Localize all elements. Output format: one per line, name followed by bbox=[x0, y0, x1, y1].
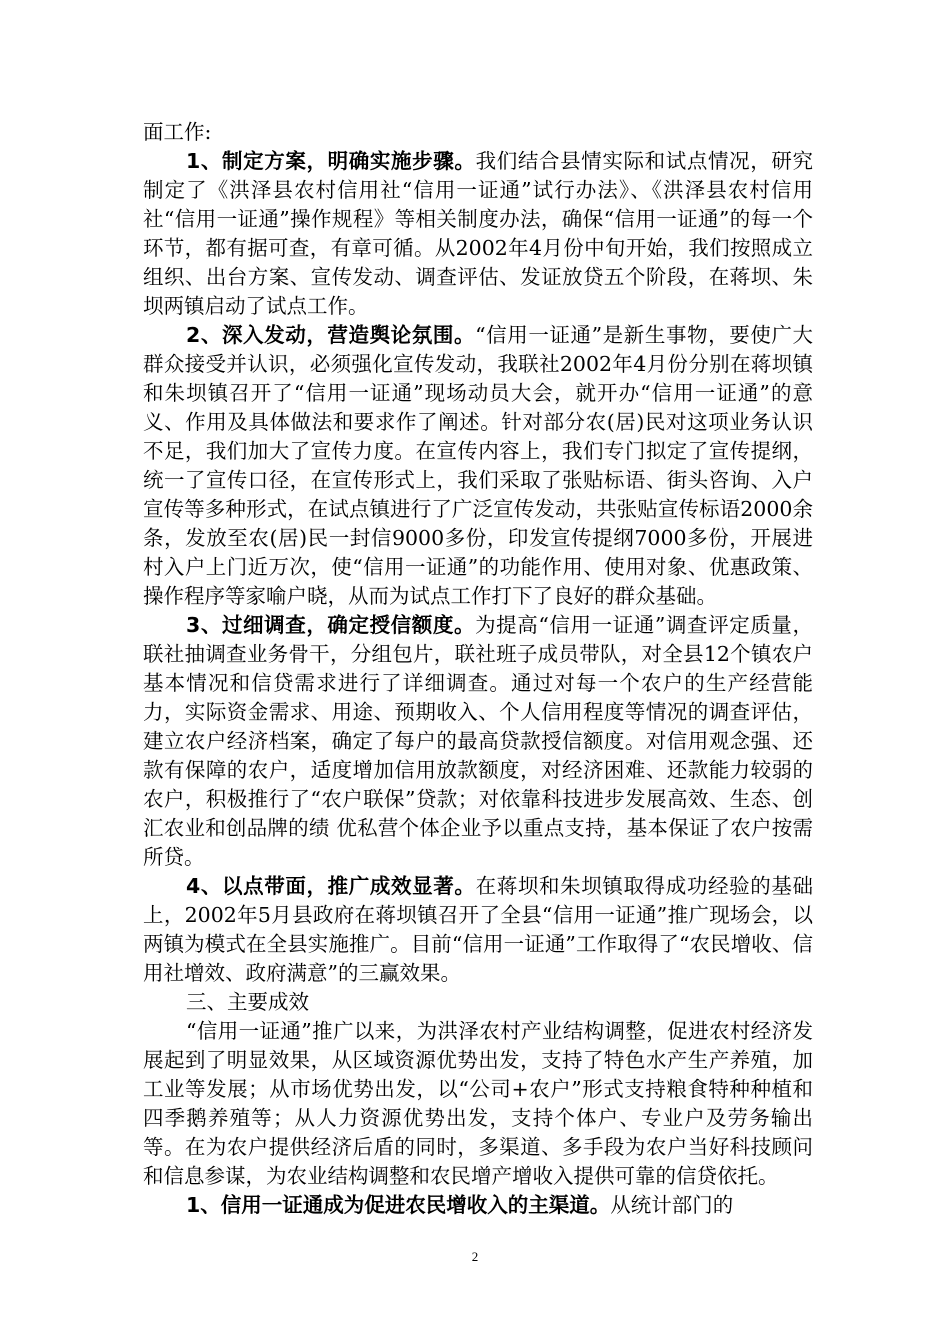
paragraph-results-summary bbox=[143, 1017, 813, 1191]
paragraph-text: 我们结合县情实际和试点情况，研究制定了《洪泽县农村信用社“信用一证通”试行办法》、《洪泽县农村信用社“信用一证通”操作规程》等相关制度办法，确保“信用一证通”的每一个环节，都有据可查，有章可循。从2002年4月份中旬开始，我们按照成立组织、出台方案、宣传发动、调查评估、发证放贷五个阶段，在蒋坝、朱坝两镇启动了试点工作。 bbox=[143, 149, 814, 318]
paragraph-continuation bbox=[143, 118, 813, 147]
paragraph-step-1 bbox=[143, 147, 813, 321]
page-number: 2 bbox=[471, 1249, 479, 1264]
paragraph-lead-heading: 2、深入发动，营造舆论氛围。 bbox=[186, 323, 476, 347]
paragraph-text: 为提高“信用一证通”调查评定质量，联社抽调查业务骨干，分组包片，联社班子成员带队，对全县12个镇农户基本情况和信贷需求进行了详细调查。通过对每一个农户的生产经营能力，实际资金需求、用途、预期收入、个人信用程度等情况的调查评估，建立农户经济档案，确定了每户的最高贷款授信额度。对信用观念强、还款有保障的农户，适度增加信用放款额度，对经济困难、还款能力较弱的农户，积极推行了“农户联保”贷款；对依靠科技进步发展高效、生态、创汇农业和创品牌的绩 优私营个体企业予以重点支持，基本保证了农户按需所贷。 bbox=[143, 613, 813, 869]
paragraph-lead-heading: 3、过细调查，确定授信额度。 bbox=[186, 613, 476, 637]
paragraph-text: 在蒋坝和朱坝镇取得成功经验的基础上，2002年5月县政府在蒋坝镇召开了全县“信用一证通”推广现场会，以两镇为模式在全县实施推广。目前“信用一证通”工作取得了“农民增收、信用社增效、政府满意”的三赢效果。 bbox=[143, 874, 814, 985]
section-heading-text: 三、主要成效 bbox=[186, 990, 309, 1014]
paragraph-lead-heading: 1、信用一证通成为促进农民增收入的主渠道。 bbox=[186, 1193, 611, 1217]
paragraph-step-3 bbox=[143, 611, 813, 872]
paragraph-text: 面工作: bbox=[143, 120, 212, 144]
paragraph-text: 从统计部门的 bbox=[610, 1193, 734, 1217]
paragraph-text: “信用一证通”推广以来，为洪泽农村产业结构调整，促进农村经济发展起到了明显效果，从区域资源优势出发，支持了特色水产生产养殖，加工业等发展；从市场优势出发，以“公司+农户”形式支持粮食特种种植和四季鹅养殖等；从人力资源优势出发，支持个体户、专业户及劳务输出等。在为农户提供经济后盾的同时，多渠道、多手段为农户当好科技顾问和信息参谋，为农业结构调整和农民增产增收入提供可靠的信贷依托。 bbox=[143, 1019, 813, 1188]
document-body bbox=[143, 118, 813, 1220]
paragraph-step-2 bbox=[143, 321, 813, 611]
paragraph-result-1 bbox=[143, 1191, 813, 1220]
paragraph-lead-heading: 1、制定方案，明确实施步骤。 bbox=[186, 149, 476, 173]
paragraph-text: “信用一证通”是新生事物，要使广大群众接受并认识，必须强化宣传发动，我联社2002年4月份分别在蒋坝镇和朱坝镇召开了“信用一证通”现场动员大会，就开办“信用一证通”的意义、作用及具体做法和要求作了阐述。针对部分农(居)民对这项业务认识不足，我们加大了宣传力度。在宣传内容上，我们专门拟定了宣传提纲，统一了宣传口径，在宣传形式上，我们采取了张贴标语、街头咨询、入户宣传等多种形式，在试点镇进行了广泛宣传发动，共张贴宣传标语2000余条，发放至农(居)民一封信9000多份，印发宣传提纲7000多份，开展进村入户上门近万次，使“信用一证通”的功能作用、使用对象、优惠政策、操作程序等家喻户晓，从而为试点工作打下了良好的群众基础。 bbox=[143, 323, 813, 608]
paragraph-step-4 bbox=[143, 872, 813, 988]
section-heading-main-results bbox=[143, 988, 813, 1017]
paragraph-lead-heading: 4、以点带面，推广成效显著。 bbox=[186, 874, 476, 898]
